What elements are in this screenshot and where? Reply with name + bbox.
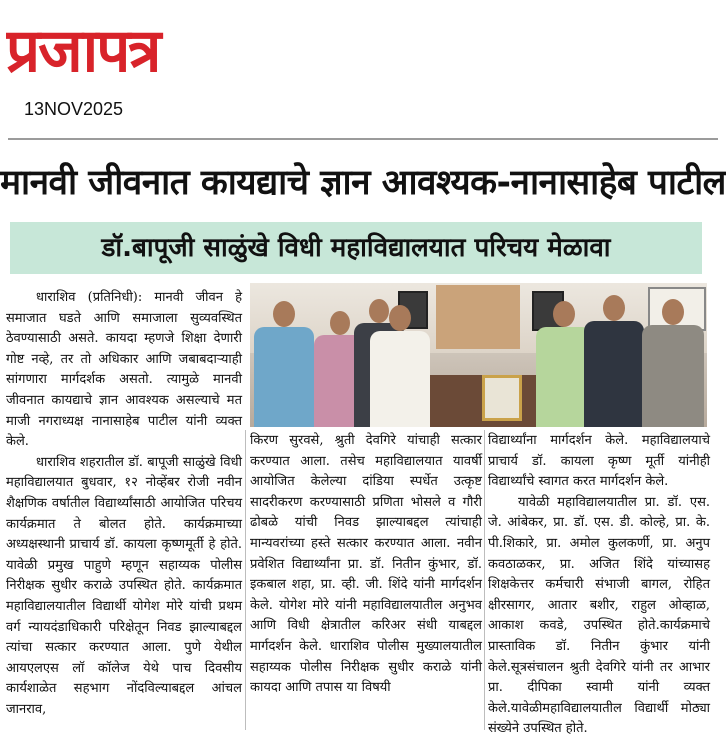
photo-person <box>642 299 704 427</box>
publication-date: 13NOV2025 <box>24 99 124 119</box>
photo-wall-banner <box>436 285 520 349</box>
masthead-logo: प्रजापत्र <box>6 16 160 86</box>
article-column-2 <box>250 431 482 699</box>
article-headline: मानवी जीवनात कायद्याचे ज्ञान आवश्यक-नानासाहेब पाटील <box>0 163 726 203</box>
photo-garlanded-portrait <box>482 375 522 421</box>
event-photo <box>250 283 707 427</box>
photo-person <box>584 295 644 427</box>
article-paragraph: विद्यार्थ्यांना मार्गदर्शन केले. महाविद्यालयाचे प्राचार्य डॉ. कायला कृष्ण मूर्ती यांनीही विद्यार्थ्यांचे स्वागत करत मार्गदर्शन केले. <box>488 433 710 490</box>
column-divider <box>484 430 485 730</box>
article-subheadline: डॉ.बापूजी साळुंखे विधी महाविद्यालयात परिचय मेळावा <box>101 233 611 263</box>
photo-person <box>370 305 430 427</box>
article-column-3 <box>488 431 710 740</box>
article-paragraph: धाराशिव (प्रतिनिधी): मानवी जीवन हे समाजात घडते आणि समाजाला सुव्यवस्थित ठेवण्यासाठी असते. कायदा म्हणजे शिक्षा देणारी गोष्ट नव्हे, तर तो अधिकार आणि जबाबदार्‍याही सांगणारा मार्गदर्शक असतो. त्यामुळे मानवी जीवनात कायद्याचे ज्ञान आवश्यक असल्याचे मत माजी नगराध्यक्ष नानासाहेब पाटील यांनी व्यक्त केले. <box>6 290 242 450</box>
subheadline-band <box>10 222 702 274</box>
photo-person <box>254 301 314 427</box>
column-divider <box>245 430 246 730</box>
article-paragraph: धाराशिव शहरातील डॉ. बापूजी साळुंखे विधी महाविद्यालयात बुधवार, १२ नोव्हेंबर रोजी नवीन शैक्षणिक वर्षातील विद्यार्थ्यांसाठी आयोजित परिचय कार्यक्रमात ते बोलत होते. कार्यक्रमाच्या अध्यक्षस्थानी प्राचार्य डॉ. कायला कृष्णमूर्ती हे होते. यावेळी प्रमुख पाहुणे म्हणून सहाय्यक पोलीस निरीक्षक सुधीर कराळे उपस्थित होते. कार्यक्रमात महाविद्यालयातील विद्यार्थी योगेश मोरे यांची प्रथम वर्ग न्यायदंडाधिकारी परिक्षेतून निवड झाल्याबद्दल त्यांचा सत्कार करण्यात आला. पुणे येथील आयएलएस लॉ कॉलेज येथे पाच दिवसीय कार्यशाळेत सहभाग नोंदविल्याबद्दल आंचल जानराव, <box>6 454 242 717</box>
article-column-1 <box>6 288 242 720</box>
article-paragraph: यावेळी महाविद्यालयातील प्रा. डॉ. एस. जे. आंबेकर, प्रा. डॉ. एस. डी. कोल्हे, प्रा. के. पी.शिकारे, प्रा. अमोल कुलकर्णी, प्रा. अनुप कवठाळकर, प्रा. अजित शिंदे यांच्यासह शिक्षकेत्तर कर्मचारी संभाजी बागल, रोहित क्षीरसागर, आतार बशीर, राहुल ओव्हाळ, आकाश कवडे, उपस्थित होते.कार्यक्रमाचे प्रास्ताविक डॉ. नितीन कुंभार यांनी केले.सूत्रसंचालन श्रुती देवगिरे यांनी तर आभार प्रा. दीपिका स्वामी यांनी व्यक्त केले.यावेळीमहाविद्यालयातील विद्यार्थी मोठ्या संख्येने उपस्थित होते. <box>488 494 710 737</box>
header-rule <box>8 138 718 140</box>
article-paragraph: किरण सुरवसे, श्रुती देवगिरे यांचाही सत्कार करण्यात आला. तसेच महाविद्यालयात यावर्षी आयोजित केलेल्या दांडिया स्पर्धेत उत्कृष्ट सादरीकरण करण्यासाठी प्रणिता भोसले व गौरी ढोबळे यांची निवड झाल्याबद्दल त्यांचाही मान्यवरांच्या हस्ते सत्कार करण्यात आला. नवीन प्रवेशित विद्यार्थ्यांना प्रा. डॉ. नितीन कुंभार, डॉ. इकबाल शहा, प्रा. व्ही. जी. शिंदे यांनी मार्गदर्शन केले. योगेश मोरे यांनी महाविद्यालयातील अनुभव आणि विधी क्षेत्रातील करिअर संधी याबद्दल मार्गदर्शन केले. धाराशिव पोलीस मुख्यालयातील सहाय्यक पोलीस निरीक्षक सुधीर कराळे यांनी कायदा आणि तपास या विषयी <box>250 433 482 696</box>
